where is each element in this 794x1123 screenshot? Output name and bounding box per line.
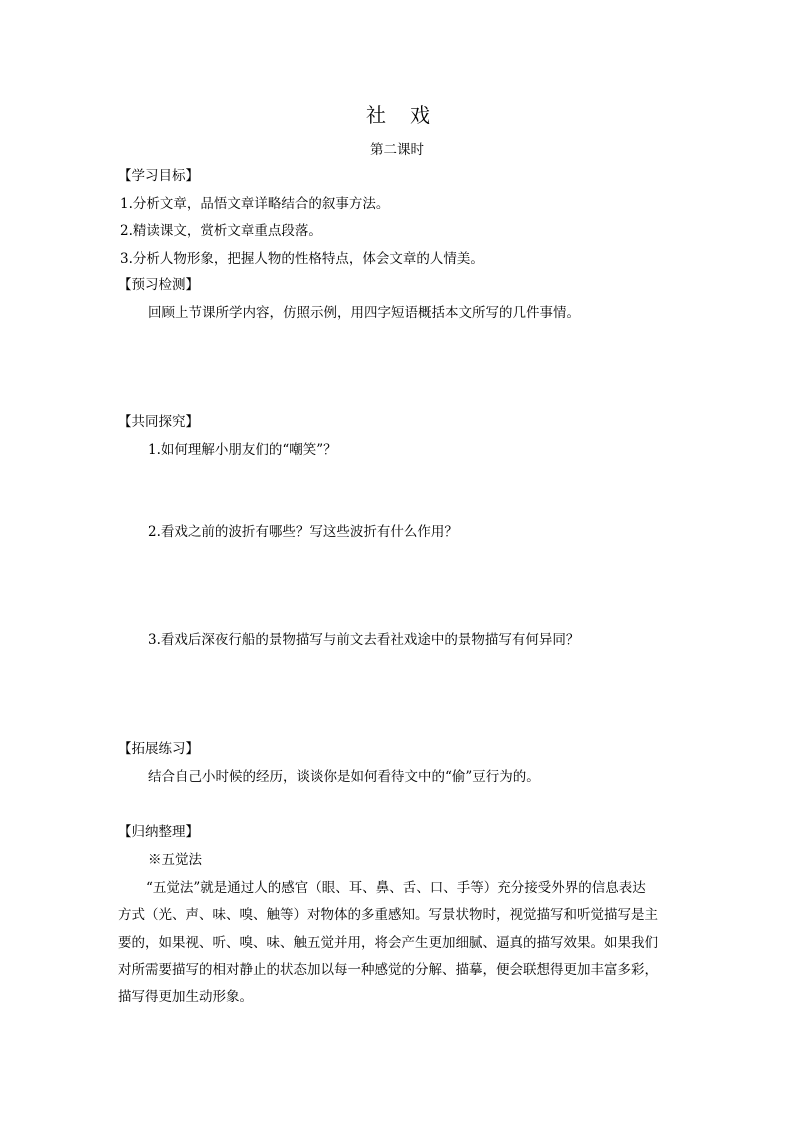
page-title (366, 99, 430, 128)
objectives-heading: 【学习目标】 (118, 168, 199, 184)
lesson-subtitle: 第二课时 (370, 142, 424, 158)
summary-line-5: 描写得更加生动形象。 (118, 989, 253, 1005)
inquiry-question-3: 3.看戏后深夜行船的景物描写与前文去看社戏途中的景物描写有何异同？ (148, 632, 580, 648)
objective-item-2: 2.精读课文，赏析文章重点段落。 (120, 223, 322, 239)
extension-text: 结合自己小时候的经历，谈谈你是如何看待文中的“偷”豆行为的。 (148, 769, 540, 785)
summary-subheading: ※五觉法 (148, 852, 202, 868)
summary-line-3: 要的，如果视、听、嗅、味、触五觉并用，将会产生更加细腻、逼真的描写效果。如果我们 (118, 935, 658, 951)
title-char-1: 社 (366, 103, 386, 127)
objective-item-1: 1.分析文章，品悟文章详略结合的叙事方法。 (120, 196, 390, 212)
extension-heading: 【拓展练习】 (118, 741, 199, 757)
objective-item-3: 3.分析人物形象，把握人物的性格特点，体会文章的人情美。 (120, 251, 484, 267)
summary-line-2: 方式（光、声、味、嗅、触等）对物体的多重感知。写景状物时，视觉描写和听觉描写是主 (118, 907, 658, 923)
title-char-2: 戏 (410, 103, 430, 127)
summary-line-1: “五觉法”就是通过人的感官（眼、耳、鼻、舌、口、手等）充分接受外界的信息表达 (146, 880, 646, 896)
preview-heading: 【预习检测】 (118, 277, 199, 293)
preview-text: 回顾上节课所学内容，仿照示例，用四字短语概括本文所写的几件事情。 (148, 305, 580, 321)
summary-line-4: 对所需要描写的相对静止的状态加以每一种感觉的分解、描摹，便会联想得更加丰富多彩， (118, 962, 658, 978)
summary-heading: 【归纳整理】 (118, 824, 199, 840)
inquiry-question-1: 1.如何理解小朋友们的“嘲笑”？ (148, 442, 337, 458)
inquiry-question-2: 2.看戏之前的波折有哪些？写这些波折有什么作用？ (148, 524, 458, 540)
inquiry-heading: 【共同探究】 (118, 414, 199, 430)
